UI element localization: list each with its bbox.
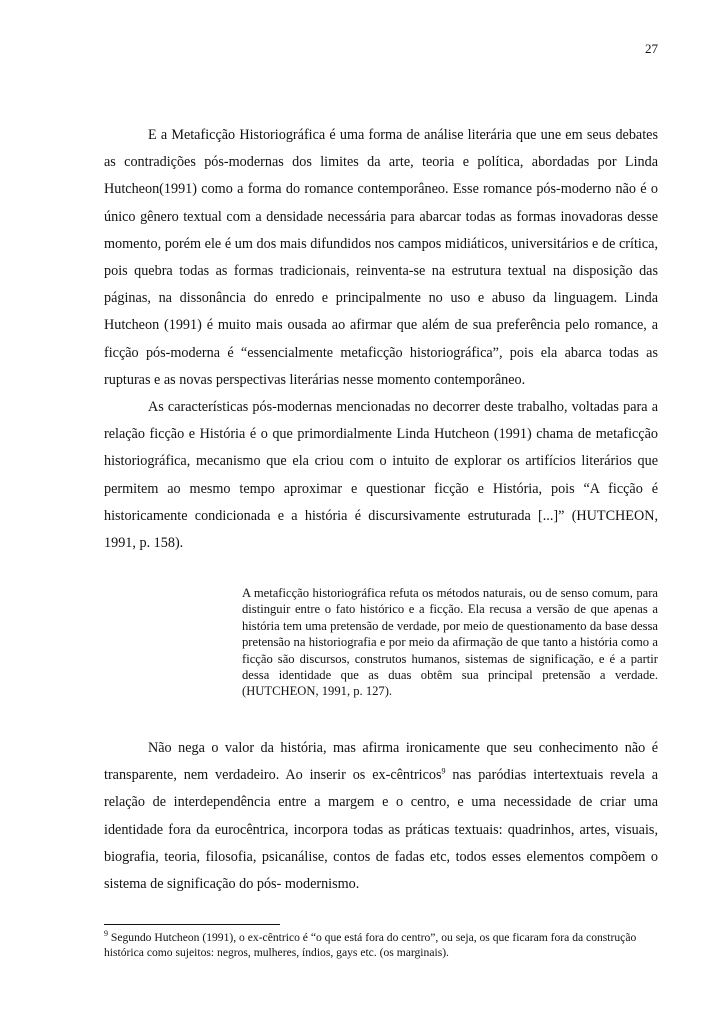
footnote-divider (104, 924, 280, 925)
paragraph-metafiction-intro: E a Metaficção Historiográfica é uma forma de análise literária que une em seus debates as contradições pós-modernas dos limites da arte, teoria e política, abordadas por Linda Hutcheon(1991) como a forma do romance contemporâneo. Esse romance pós-moderno não é o único gênero textual com a densidade necessária para abarcar todas as formas inovadoras desse momento, porém ele é um dos mais difundidos nos campos midiáticos, universitários e de crítica, pois quebra todas as formas tradicionais, reinventa-se na estrutura textual na disposição das páginas, na dissonância do enredo e principalmente no uso e abuso da linguagem. Linda Hutcheon (1991) é muito mais ousada ao afirmar que além de sua preferência pelo romance, a ficção pós-moderna é “essencialmente metaficção historiográfica”, pois ela abarca todas as rupturas e as novas perspectivas literárias nesse momento contemporâneo. (104, 127, 658, 388)
main-text-bottom (104, 735, 658, 898)
footnote-marker: 9 (104, 929, 108, 939)
paragraph-text-before-note: Não nega o valor da história, mas afirma ironicamente que seu conhecimento não é transparente, nem verdadeiro. Ao inserir os ex-cêntricos (104, 740, 658, 784)
page-number: 27 (645, 41, 658, 56)
block-quote: A metaficção historiográfica refuta os métodos naturais, ou de senso comum, para distinguir entre o fato histórico e a ficção. Ela recusa a versão de que apenas a história tem uma pretensão de verdade, por meio de questionamento da base dessa pretensão na historiografia e por meio da afirmação de que tanto a história como a ficção são discursos, construtos humanos, sistemas de significação, e é a partir dessa identidade que as duas obtêm sua principal pretensão a verdade. (HUTCHEON, 1991, p. 127). (242, 586, 658, 699)
footnote-text: Segundo Hutcheon (1991), o ex-cêntrico é “o que está fora do centro”, ou seja, os que ficaram fora da construção histórica como sujeitos: negros, mulheres, índios, gays etc. (os marginais). (104, 931, 637, 959)
footnote-reference[interactable]: 9 (441, 766, 446, 776)
main-text-top (104, 122, 658, 557)
paragraph-text-after-note: nas paródias intertextuais revela a relação de interdependência entre a margem e o centro, e uma necessidade de criar uma identidade fora da eurocêntrica, incorpora todas as práticas textuais: quadrinhos, artes, visuais, biografia, teoria, filosofia, psicanálise, contos de fadas etc, todos esses elementos compõem o sistema de significação do pós- modernismo. (104, 767, 658, 893)
paragraph-history-value (104, 735, 658, 898)
paragraph-postmodern-features: As características pós-modernas mencionadas no decorrer deste trabalho, voltadas para a relação ficção e História é o que primordialmente Linda Hutcheon (1991) chama de metaficção historiográfica, mecanismo que ela criou com o intuito de explorar os artifícios literários que permitem ao mesmo tempo aproximar e questionar ficção e História, pois “A ficção é historicamente condicionada e a história é discursivamente estruturada [...]” (HUTCHEON, 1991, p. 158). (104, 399, 658, 552)
footnote (104, 930, 660, 960)
